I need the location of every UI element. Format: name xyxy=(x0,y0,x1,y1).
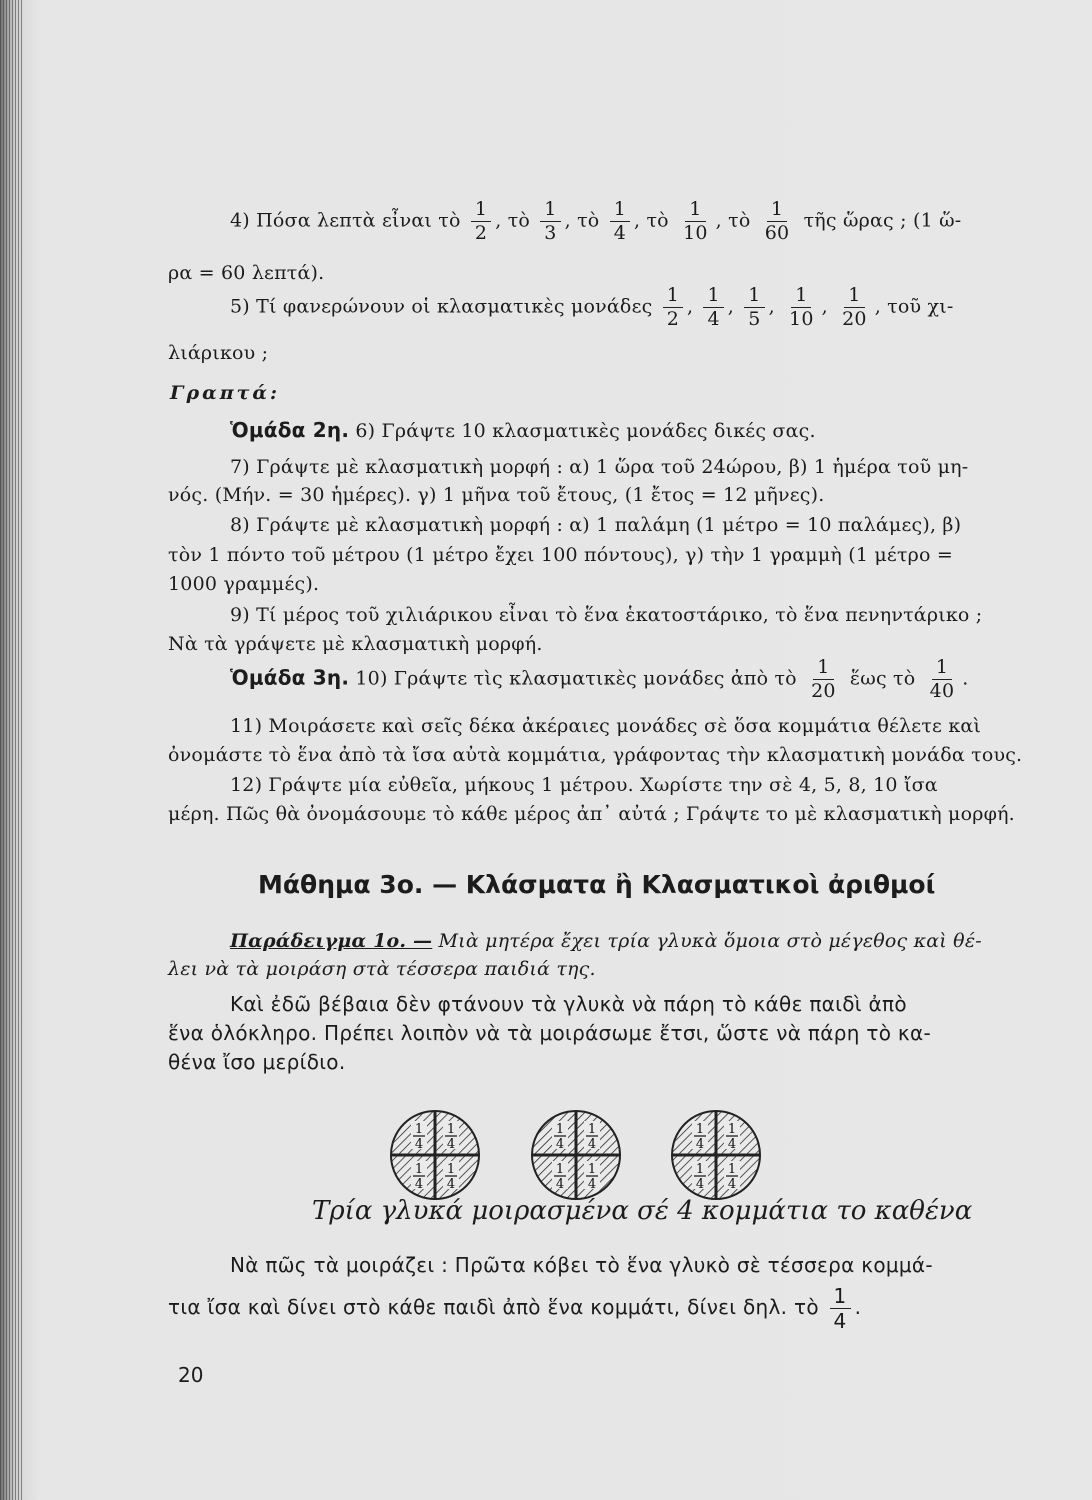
q8-line-2: τὸν 1 πόντο τοῦ μέτρου (1 μέτρο ἔχει 100 πόντους), γ) τὴν 1 γραμμὴ (1 μέτρο = xyxy=(168,544,954,566)
piece-numerator: 1 xyxy=(555,1122,565,1137)
piece-numerator: 1 xyxy=(587,1162,597,1177)
paragraph-1-line-3: θένα ἴσο μερίδιο. xyxy=(168,1050,346,1074)
fraction: $\frac{1}{10}$ xyxy=(789,284,814,330)
piece-denominator: 4 xyxy=(695,1137,705,1152)
group-2-label: Ὁμάδα 2η. xyxy=(230,418,350,442)
piece-denominator: 4 xyxy=(587,1177,597,1192)
piece-numerator: 1 xyxy=(446,1122,456,1137)
fraction: $\frac{1}{20}$ xyxy=(811,656,836,702)
piece-numerator: 1 xyxy=(695,1122,705,1137)
fraction: $\frac{1}{3}$ xyxy=(540,200,560,243)
piece-numerator: 1 xyxy=(555,1162,565,1177)
piece-denominator: 4 xyxy=(727,1137,737,1152)
piece-numerator: 1 xyxy=(446,1162,456,1177)
question-5-line-1: 5) Τί φανερώνουν οἱ κλασματικὲς μονάδες $\frac{1}{2}$ , $\frac{1}{4}$ , $\frac{1}{5}$ , $\frac{1}{10}$ , $\frac{1}{20}$ , τοῦ χι- xyxy=(230,284,954,330)
closing-line-2: τια ἴσα καὶ δίνει στὸ κάθε παιδὶ ἀπὸ ἕνα κομμάτι, δίνει δηλ. τὸ $\frac{1}{4}$ . xyxy=(168,1284,862,1333)
q8-line-3: 1000 γραμμές). xyxy=(168,573,320,595)
example-label: Παράδειγμα 1ο. — xyxy=(230,930,433,952)
fraction: $\frac{1}{5}$ xyxy=(744,286,764,329)
fraction: $\frac{1}{20}$ xyxy=(842,284,867,330)
q7-line-1: 7) Γράψτε μὲ κλασματικὴ μορφή : α) 1 ὥρα τοῦ 24ώρου, β) 1 ἡμέρα τοῦ μη- xyxy=(230,456,969,478)
piece-numerator: 1 xyxy=(695,1162,705,1177)
paragraph-1-line-2: ἕνα ὁλόκληρο. Πρέπει λοιπὸν νὰ τὰ μοιράσωμε ἔτσι, ὥστε νὰ πάρη τὸ κα- xyxy=(168,1021,931,1045)
fraction: $\frac{1}{2}$ xyxy=(663,286,683,329)
written-exercises-heading: Γραπτά: xyxy=(170,382,281,404)
piece-numerator: 1 xyxy=(414,1162,424,1177)
piece-denominator: 4 xyxy=(446,1137,456,1152)
q12-line-2: μέρη. Πῶς θὰ ὀνομάσουμε τὸ κάθε μέρος ἀπ᾿ αὐτά ; Γράψτε το μὲ κλασματικὴ μορφή. xyxy=(168,803,1015,825)
question-4-line-1: 4) Πόσα λεπτὰ εἶναι τὸ $\frac{1}{2}$ , τὸ $\frac{1}{3}$ , τὸ $\frac{1}{4}$ , τὸ $\frac{1}{10}$ , τὸ $\frac{1}{60}$ τῆς ὥρας ; (1 ὥ- xyxy=(230,198,962,244)
book-binding-edge xyxy=(0,0,24,1500)
fraction: $\frac{1}{40}$ xyxy=(929,656,955,702)
figure-caption: Τρία γλυκά μοιρασμένα σέ 4 κομμάτια το καθένα xyxy=(312,1196,973,1226)
piece-denominator: 4 xyxy=(446,1177,456,1192)
piece-denominator: 4 xyxy=(555,1177,565,1192)
cake-3 xyxy=(672,1111,760,1199)
paragraph-1-line-1: Καὶ ἐδῶ βέβαια δὲν φτάνουν τὰ γλυκὰ νὰ πάρη τὸ κάθε παιδὶ ἀπὸ xyxy=(230,992,907,1016)
group-3-q10: Ὁμάδα 3η. 10) Γράψτε τὶς κλασματικὲς μονάδες ἀπὸ τὸ $\frac{1}{20}$ ἕως τὸ $\frac{1}{40}$ . xyxy=(230,656,969,702)
piece-denominator: 4 xyxy=(695,1177,705,1192)
fraction: $\frac{1}{4}$ xyxy=(610,200,630,243)
group-2-q6: Ὁμάδα 2η. 6) Γράψτε 10 κλασματικὲς μονάδες δικές σας. xyxy=(230,418,816,442)
q9-line-1: 9) Τί μέρος τοῦ χιλιάρικου εἶναι τὸ ἕνα ἑκατοστάρικο, τὸ ἕνα πενηντάρικο ; xyxy=(230,604,983,626)
page-number: 20 xyxy=(178,1363,204,1387)
closing-line-1: Νὰ πῶς τὰ μοιράζει : Πρῶτα κόβει τὸ ἕνα γλυκὸ σὲ τέσσερα κομμά- xyxy=(230,1253,933,1277)
piece-denominator: 4 xyxy=(414,1177,424,1192)
piece-numerator: 1 xyxy=(727,1122,737,1137)
question-5-line-2: λιάρικου ; xyxy=(168,342,269,364)
piece-numerator: 1 xyxy=(727,1162,737,1177)
fraction: $\frac{1}{4}$ xyxy=(703,286,723,329)
fraction: $\frac{1}{60}$ xyxy=(764,198,790,244)
lesson-title: Μάθημα 3ο. — Κλάσματα ἢ Κλασματικοὶ ἀριθμοί xyxy=(258,870,936,899)
fraction: $\frac{1}{4}$ xyxy=(830,1286,851,1331)
q8-line-1: 8) Γράψτε μὲ κλασματικὴ μορφή : α) 1 παλάμη (1 μέτρο = 10 παλάμες), β) xyxy=(230,514,962,536)
piece-denominator: 4 xyxy=(727,1177,737,1192)
piece-denominator: 4 xyxy=(555,1137,565,1152)
example-line-2: λει νὰ τὰ μοιράση στὰ τέσσερα παιδιά της. xyxy=(168,958,596,980)
q9-line-2: Νὰ τὰ γράψετε μὲ κλασματικὴ μορφή. xyxy=(168,633,543,655)
q11-line-1: 11) Μοιράσετε καὶ σεῖς δέκα ἀκέραιες μονάδες σὲ ὅσα κομμάτια θέλετε καὶ xyxy=(230,715,982,737)
cake-1 xyxy=(391,1111,479,1199)
group-3-label: Ὁμάδα 3η. xyxy=(230,665,350,690)
q4-text-end: τῆς ὥρας ; (1 ὥ- xyxy=(803,209,962,232)
cake-2 xyxy=(532,1111,620,1199)
fraction: $\frac{1}{10}$ xyxy=(683,198,708,244)
piece-denominator: 4 xyxy=(414,1137,424,1152)
piece-denominator: 4 xyxy=(587,1137,597,1152)
q12-line-1: 12) Γράψτε μία εὐθεῖα, μήκους 1 μέτρου. Χωρίστε την σὲ 4, 5, 8, 10 ἴσα xyxy=(230,774,938,796)
piece-numerator: 1 xyxy=(587,1122,597,1137)
q4-text: 4) Πόσα λεπτὰ εἶναι τὸ xyxy=(230,209,461,232)
fraction: $\frac{1}{2}$ xyxy=(471,200,491,243)
example-line-1: Παράδειγμα 1ο. — Μιὰ μητέρα ἔχει τρία γλυκὰ ὅμοια στὸ μέγεθος καὶ θέ- xyxy=(230,930,982,952)
question-4-line-2: ρα = 60 λεπτά). xyxy=(168,262,325,284)
q7-line-2: νός. (Μήν. = 30 ἡμέρες). γ) 1 μῆνα τοῦ ἔτους, (1 ἔτος = 12 μῆνες). xyxy=(168,484,825,506)
piece-numerator: 1 xyxy=(414,1122,424,1137)
q11-line-2: ὀνομάστε τὸ ἕνα ἀπὸ τὰ ἴσα αὐτὰ κομμάτια, γράφοντας τὴν κλασματικὴ μονάδα τους. xyxy=(168,744,1023,766)
